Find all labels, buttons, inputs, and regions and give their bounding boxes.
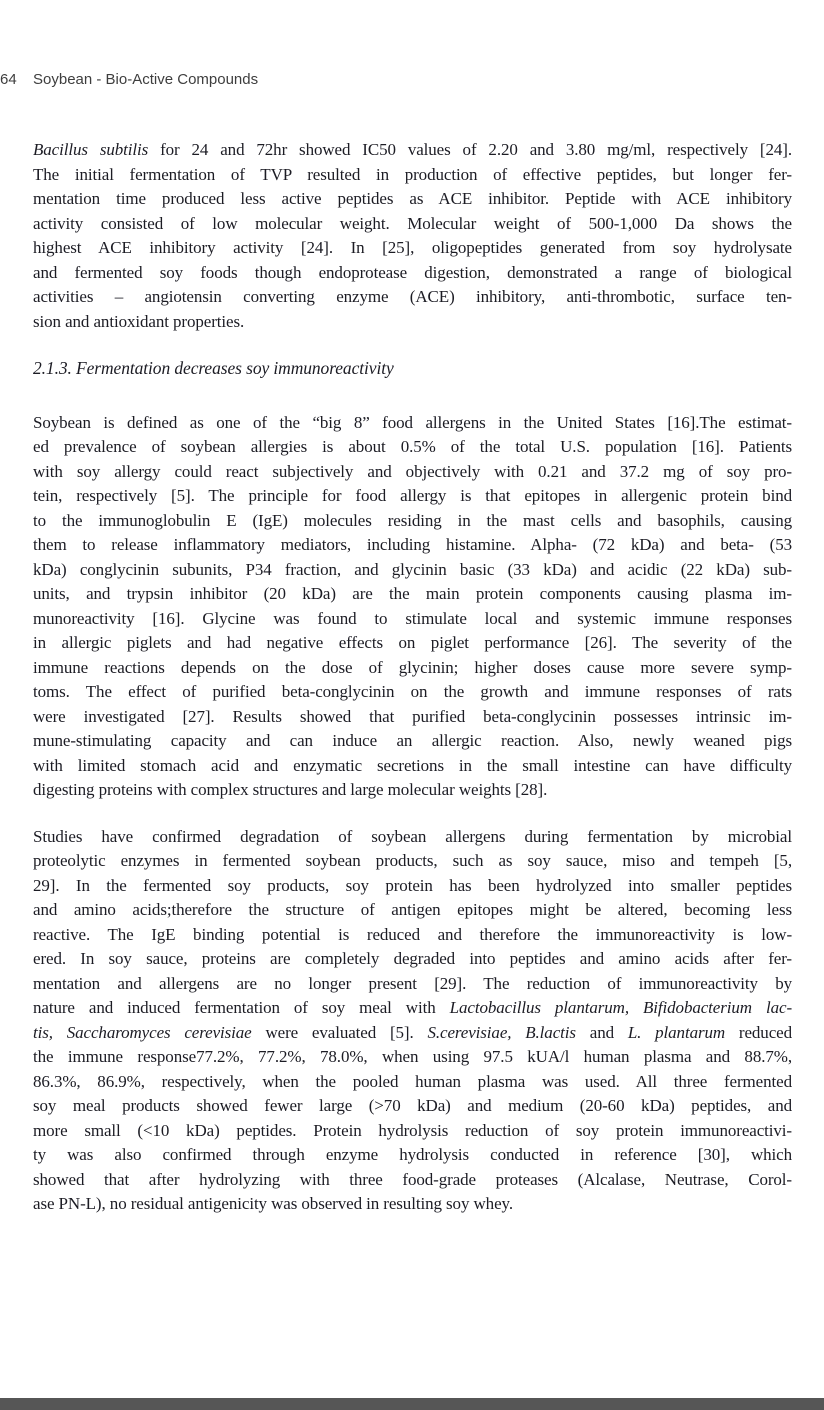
text-line: [33, 236, 792, 261]
text-line: [33, 187, 792, 212]
text-line: [33, 972, 792, 997]
text-segment: digesting proteins with complex structures and large molecular weights [28].: [33, 780, 548, 799]
text-segment: 29]. In the fermented soy products, soy protein has been hydrolyzed into smaller peptides: [33, 875, 792, 895]
italic-text-segment: S.cerevisiae, B.lactis: [427, 1022, 576, 1042]
text-segment: Soybean is defined as one of the “big 8” food allergens in the United States [16].The estimat-: [33, 412, 792, 432]
text-line: [33, 411, 792, 436]
text-segment: nature and induced fermentation of soy meal with: [33, 998, 450, 1017]
section-heading: 2.1.3. Fermentation decreases soy immunoreactivity: [33, 358, 394, 378]
text-segment: activity consisted of low molecular weight. Molecular weight of 500-1,000 Da shows the: [33, 213, 792, 233]
text-line: [33, 138, 792, 163]
text-segment: activities – angiotensin converting enzyme (ACE) inhibitory, anti-thrombotic, surface ten-: [33, 287, 792, 306]
text-segment: ty was also confirmed through enzyme hydrolysis conducted in reference [30], which: [33, 1145, 792, 1164]
text-segment: highest ACE inhibitory activity [24]. In [25], oligopeptides generated from soy hydrolysate: [33, 238, 792, 257]
text-segment: mune-stimulating capacity and can induce an allergic reaction. Also, newly weaned pigs: [33, 731, 792, 750]
text-line: [33, 582, 792, 607]
text-line: [33, 729, 792, 754]
text-line: [33, 607, 792, 632]
text-segment: more small (<10 kDa) peptides. Protein hydrolysis reduction of soy protein immunoreactivi-: [33, 1120, 792, 1140]
text-segment: mentation time produced less active peptides as ACE inhibitor. Peptide with ACE inhibitory: [33, 189, 792, 208]
text-segment: them to release inflammatory mediators, including histamine. Alpha- (72 kDa) and beta- (53: [33, 535, 792, 554]
text-segment: with soy allergy could react subjectively and objectively with 0.21 and 37.2 mg of soy pro-: [33, 461, 792, 481]
paragraph: [33, 138, 792, 334]
text-segment: 86.3%, 86.9%, respectively, when the pooled human plasma was used. All three fermented: [33, 1071, 792, 1091]
text-segment: immune reactions depends on the dose of glycinin; higher doses cause more severe symp-: [33, 657, 792, 677]
page-body: [33, 138, 792, 1239]
text-segment: ed prevalence of soybean allergies is about 0.5% of the total U.S. population [16]. Patients: [33, 437, 792, 456]
text-segment: and amino acids;therefore the structure of antigen epitopes might be altered, becoming less: [33, 900, 792, 919]
paragraph: [33, 825, 792, 1217]
text-segment: were investigated [27]. Results showed that purified beta-conglycinin possesses intrinsic im-: [33, 706, 792, 726]
text-segment: The initial fermentation of TVP resulted in production of effective peptides, but longer fer-: [33, 164, 792, 184]
text-segment: sion and antioxidant properties.: [33, 311, 245, 331]
text-line: [33, 1143, 792, 1168]
text-segment: tein, respectively [5]. The principle for food allergy is that epitopes in allergenic protein bind: [33, 486, 792, 505]
italic-text-segment: L. plantarum: [627, 1022, 726, 1042]
text-segment: soy meal products showed fewer large (>70 kDa) and medium (20-60 kDa) peptides, and: [33, 1096, 792, 1115]
text-line: [33, 1070, 792, 1095]
text-segment: showed that after hydrolyzing with three food-grade proteases (Alcalase, Neutrase, Corol-: [33, 1169, 792, 1189]
paragraph: [33, 411, 792, 803]
text-segment: toms. The effect of purified beta-conglycinin on the growth and immune responses of rats: [33, 682, 792, 701]
text-line: [33, 898, 792, 923]
text-segment: and fermented soy foods though endoprotease digestion, demonstrated a range of biological: [33, 262, 792, 282]
text-line: [33, 705, 792, 730]
italic-text-segment: Lactobacillus plantarum, Bifidobacterium lac-: [449, 998, 792, 1017]
text-line: [33, 1119, 792, 1144]
text-line: [33, 849, 792, 874]
text-segment: reactive. The IgE binding potential is reduced and therefore the immunoreactivity is low-: [33, 924, 792, 944]
text-line: [33, 680, 792, 705]
text-segment: kDa) conglycinin subunits, P34 fraction, and glycinin basic (33 kDa) and acidic (22 kDa) sub-: [33, 559, 792, 579]
text-line: [33, 656, 792, 681]
text-line: [33, 1192, 792, 1217]
running-title: Soybean - Bio-Active Compounds: [33, 71, 259, 88]
text-segment: units, and trypsin inhibitor (20 kDa) are the main protein components causing plasma im-: [33, 584, 792, 603]
text-line: [33, 631, 792, 656]
italic-text-segment: tis, Saccharomyces cerevisiae: [33, 1022, 252, 1042]
text-segment: and: [575, 1022, 628, 1042]
text-line: [33, 533, 792, 558]
text-line: [33, 261, 792, 286]
text-line: [33, 163, 792, 188]
text-line: [33, 558, 792, 583]
text-line: [33, 435, 792, 460]
text-line: [33, 285, 792, 310]
text-segment: reduced: [725, 1022, 792, 1042]
text-line: [33, 778, 792, 803]
text-line: [33, 212, 792, 237]
text-segment: proteolytic enzymes in fermented soybean products, such as soy sauce, miso and tempeh [5,: [33, 851, 792, 870]
text-line: [33, 460, 792, 485]
text-line: [33, 874, 792, 899]
text-line: [33, 996, 792, 1021]
text-segment: ase PN-L), no residual antigenicity was observed in resulting soy whey.: [33, 1194, 513, 1213]
text-segment: with limited stomach acid and enzymatic secretions in the small intestine can have difficulty: [33, 755, 792, 775]
text-segment: to the immunoglobulin E (IgE) molecules residing in the mast cells and basophils, causing: [33, 510, 792, 530]
text-segment: Studies have confirmed degradation of soybean allergens during fermentation by microbial: [33, 826, 792, 846]
text-line: [33, 1168, 792, 1193]
text-line: [33, 754, 792, 779]
text-line: [33, 1021, 792, 1046]
text-segment: for 24 and 72hr showed IC50 values of 2.20 and 3.80 mg/ml, respectively [24].: [148, 140, 792, 159]
text-segment: in allergic piglets and had negative effects on piglet performance [26]. The severity of the: [33, 633, 792, 652]
page-header: [0, 71, 760, 88]
page-number: 64: [0, 71, 17, 88]
text-line: [33, 310, 792, 335]
text-line: [33, 484, 792, 509]
text-line: [33, 947, 792, 972]
text-line: [33, 509, 792, 534]
text-segment: mentation and allergens are no longer present [29]. The reduction of immunoreactivity by: [33, 973, 792, 993]
italic-text-segment: Bacillus subtilis: [33, 140, 149, 159]
text-line: [33, 923, 792, 948]
text-line: [33, 1045, 792, 1070]
text-segment: munoreactivity [16]. Glycine was found to stimulate local and systemic immune responses: [33, 608, 792, 628]
footer-bar: [0, 1398, 824, 1410]
text-segment: ered. In soy sauce, proteins are completely degraded into peptides and amino acids after fer-: [33, 949, 792, 968]
text-line: [33, 825, 792, 850]
text-segment: were evaluated [5].: [251, 1022, 428, 1042]
text-segment: the immune response77.2%, 77.2%, 78.0%, when using 97.5 kUA/l human plasma and 88.7%,: [33, 1047, 792, 1066]
text-line: [33, 1094, 792, 1119]
